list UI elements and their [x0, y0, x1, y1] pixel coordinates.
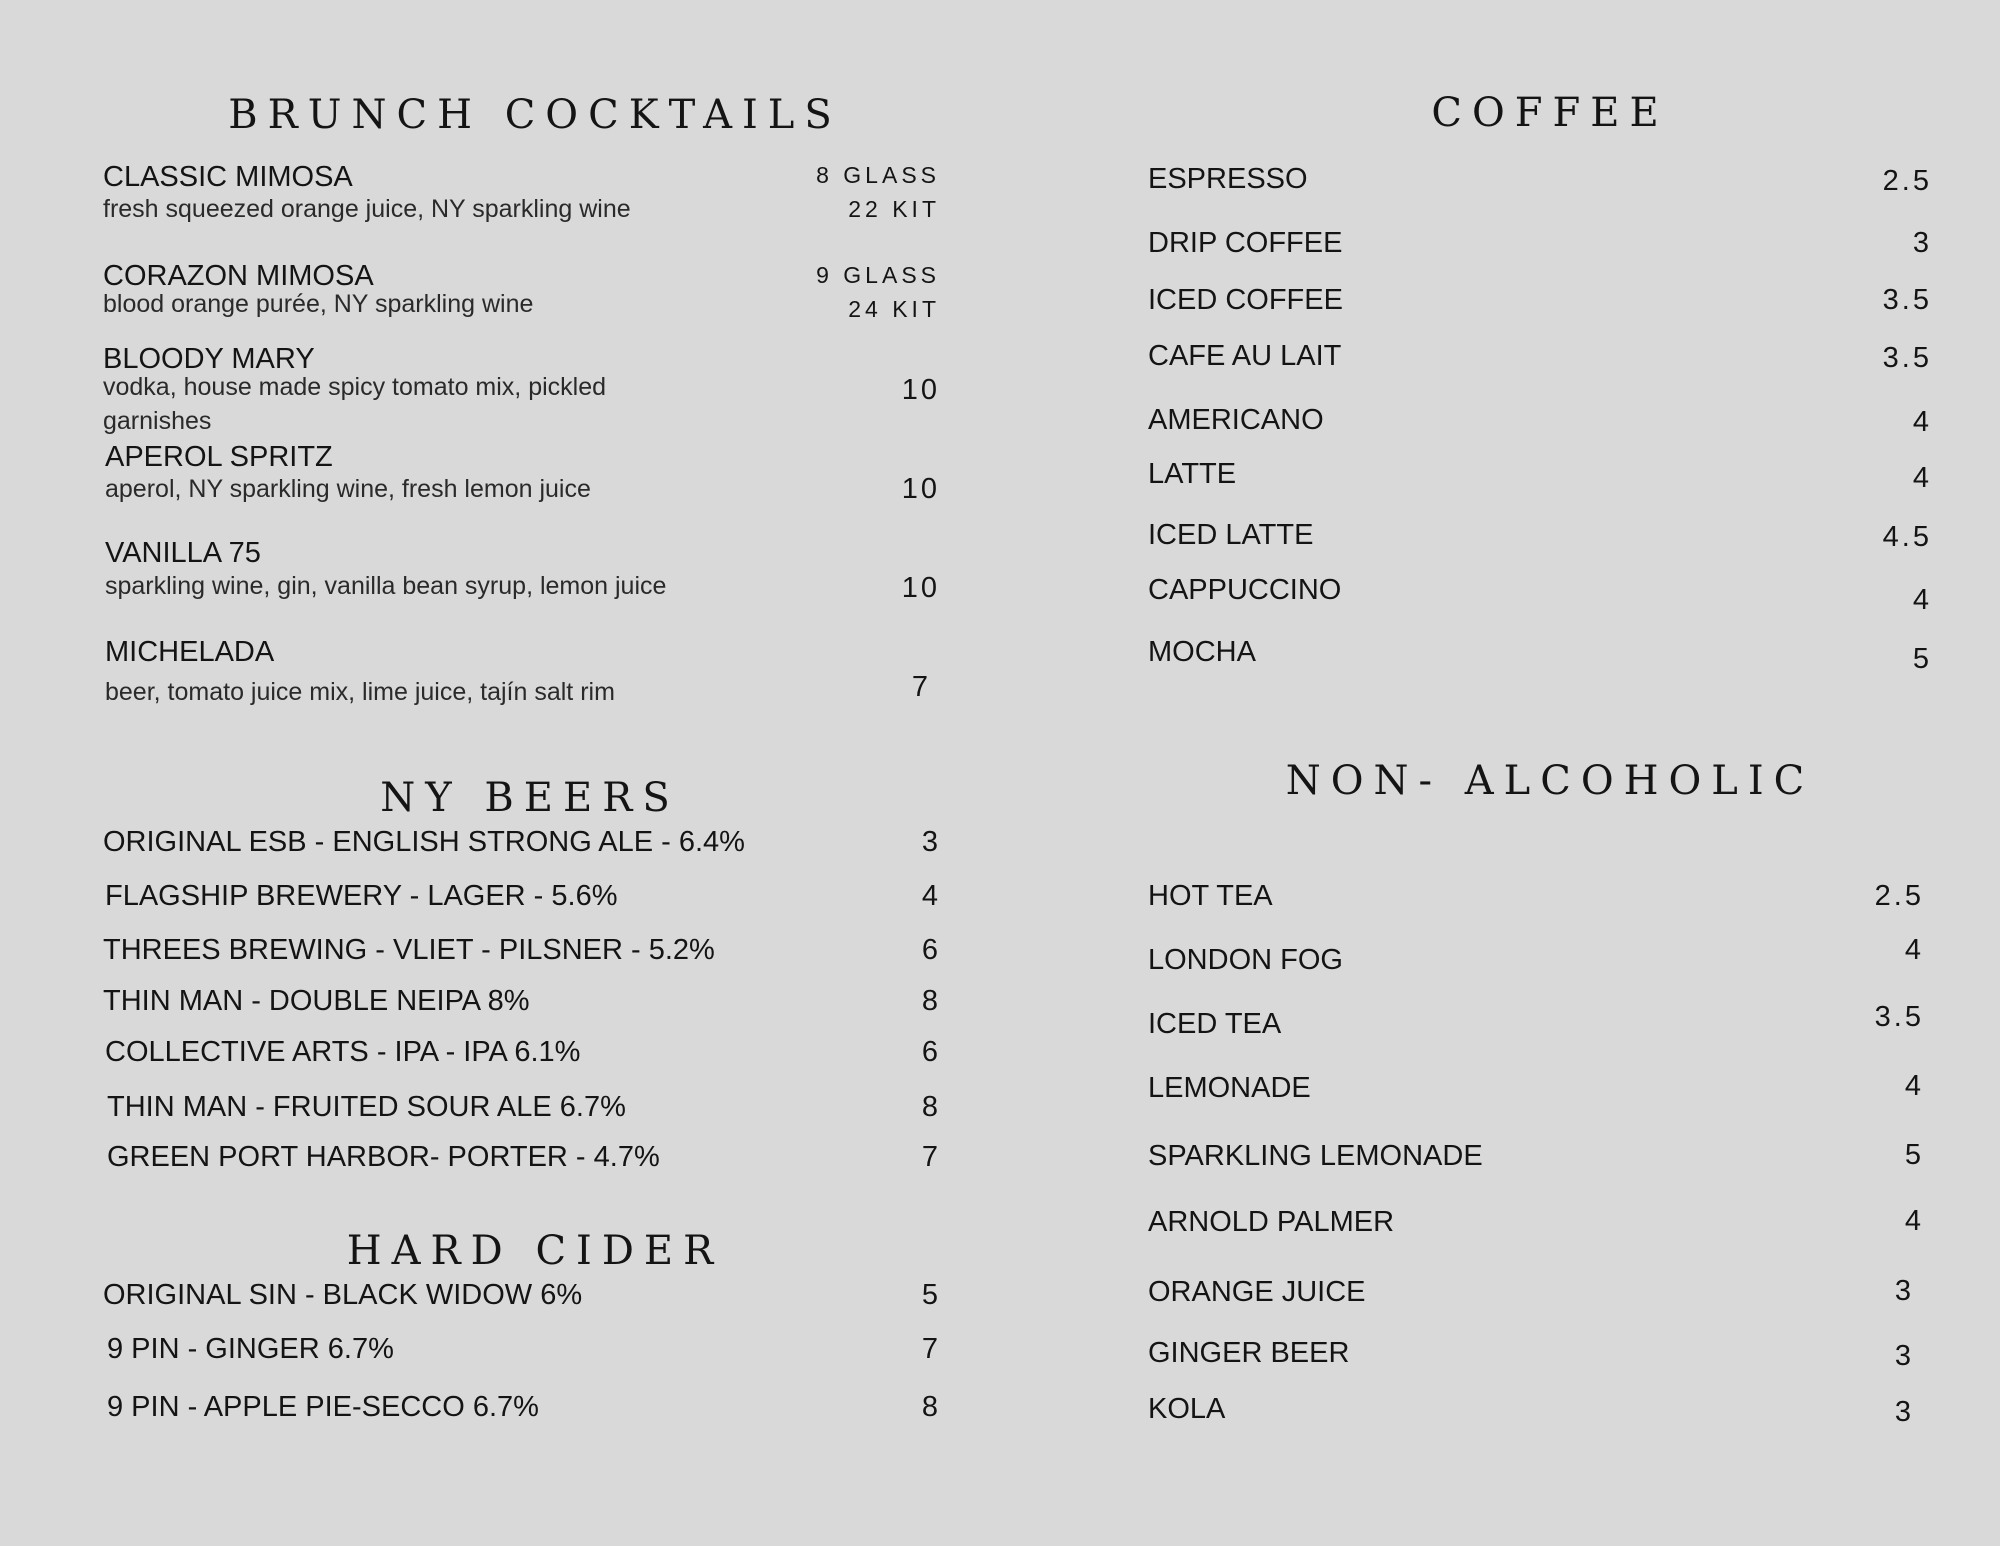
item-name: LATTE: [1148, 458, 1237, 490]
item-description: garnishes: [103, 407, 212, 435]
item-price: 7: [921, 1141, 938, 1173]
item-name: AMERICANO: [1148, 404, 1324, 436]
item-price-kit: 24 KIT: [848, 296, 940, 322]
coffee-heading: COFFEE: [1431, 90, 1669, 136]
item-price: 3: [1912, 227, 1932, 259]
item-name: CLASSIC MIMOSA: [103, 161, 353, 193]
item-price: 7: [911, 671, 928, 703]
item-price: 8: [921, 985, 938, 1017]
item-name: DRIP COFFEE: [1148, 227, 1343, 259]
item-price: 4: [1904, 1205, 1924, 1237]
item-name: ICED COFFEE: [1148, 284, 1343, 316]
item-name: LONDON FOG: [1148, 944, 1343, 976]
item-description: sparkling wine, gin, vanilla bean syrup, lemon juice: [105, 572, 667, 600]
item-name: ICED TEA: [1148, 1008, 1282, 1040]
item-name: HOT TEA: [1148, 880, 1273, 912]
item-price: 2.5: [1882, 165, 1932, 197]
item-price: 3: [1894, 1396, 1914, 1428]
item-price-kit: 22 KIT: [848, 196, 940, 222]
item-price: 4: [1912, 584, 1932, 616]
item-name: ORANGE JUICE: [1148, 1276, 1366, 1308]
item-price: 3.5: [1874, 1001, 1924, 1033]
item-name: ARNOLD PALMER: [1148, 1206, 1395, 1238]
item-name: MOCHA: [1148, 636, 1256, 668]
item-price: 5: [921, 1279, 938, 1311]
item-price: 6: [921, 934, 938, 966]
item-name: CAPPUCCINO: [1148, 574, 1342, 606]
item-price: 8: [921, 1091, 938, 1123]
item-name: THIN MAN - DOUBLE NEIPA 8%: [103, 985, 530, 1017]
item-name: ESPRESSO: [1148, 163, 1308, 195]
item-price: 10: [901, 572, 940, 604]
item-description: beer, tomato juice mix, lime juice, tajín salt rim: [105, 678, 615, 706]
item-name: ORIGINAL ESB - ENGLISH STRONG ALE - 6.4%: [103, 826, 745, 858]
item-price: 4: [1912, 462, 1932, 494]
non-alcoholic-heading: NON- ALCOHOLIC: [1285, 758, 1815, 804]
item-name: MICHELADA: [105, 636, 275, 668]
brunch-cocktails-heading: BRUNCH COCKTAILS: [228, 92, 842, 138]
item-price-glass: 9 GLASS: [816, 262, 940, 288]
item-price: 4: [1904, 1070, 1924, 1102]
item-name: GINGER BEER: [1148, 1337, 1350, 1369]
item-price: 3.5: [1882, 284, 1932, 316]
item-price: 5: [1912, 643, 1932, 675]
item-name: CORAZON MIMOSA: [103, 260, 374, 292]
item-price-glass: 8 GLASS: [816, 162, 940, 188]
item-price: 4: [1912, 406, 1932, 438]
item-name: THIN MAN - FRUITED SOUR ALE 6.7%: [107, 1091, 626, 1123]
item-name: SPARKLING LEMONADE: [1148, 1140, 1483, 1172]
item-name: GREEN PORT HARBOR- PORTER - 4.7%: [107, 1141, 660, 1173]
item-name: 9 PIN - APPLE PIE-SECCO 6.7%: [107, 1391, 539, 1423]
item-name: COLLECTIVE ARTS - IPA - IPA 6.1%: [105, 1036, 581, 1068]
item-price: 4.5: [1882, 521, 1932, 553]
item-price: 2.5: [1874, 880, 1924, 912]
item-description: aperol, NY sparkling wine, fresh lemon juice: [105, 475, 591, 503]
item-description: blood orange purée, NY sparkling wine: [103, 290, 534, 318]
ny-beers-heading: NY BEERS: [380, 775, 680, 821]
item-name: THREES BREWING - VLIET - PILSNER - 5.2%: [103, 934, 715, 966]
item-name: APEROL SPRITZ: [105, 441, 333, 473]
item-price: 10: [901, 473, 940, 505]
item-price: 3: [921, 826, 938, 858]
item-description: vodka, house made spicy tomato mix, pickled: [103, 373, 607, 401]
item-name: ICED LATTE: [1148, 519, 1314, 551]
item-price: 6: [921, 1036, 938, 1068]
item-price: 8: [921, 1391, 938, 1423]
item-price: 3.5: [1882, 342, 1932, 374]
item-name: LEMONADE: [1148, 1072, 1311, 1104]
item-name: BLOODY MARY: [103, 343, 315, 375]
item-name: VANILLA 75: [105, 537, 261, 569]
item-name: 9 PIN - GINGER 6.7%: [107, 1333, 394, 1365]
item-name: ORIGINAL SIN - BLACK WIDOW 6%: [103, 1279, 583, 1311]
hard-cider-heading: HARD CIDER: [346, 1228, 724, 1274]
item-price: 7: [921, 1333, 938, 1365]
item-price: 4: [1904, 934, 1924, 966]
item-price: 4: [921, 880, 938, 912]
item-description: fresh squeezed orange juice, NY sparkling wine: [103, 195, 631, 223]
item-price: 5: [1904, 1139, 1924, 1171]
item-price: 10: [901, 374, 940, 406]
item-name: CAFE AU LAIT: [1148, 340, 1342, 372]
item-name: FLAGSHIP BREWERY - LAGER - 5.6%: [105, 880, 618, 912]
item-name: KOLA: [1148, 1393, 1226, 1425]
item-price: 3: [1894, 1275, 1914, 1307]
item-price: 3: [1894, 1340, 1914, 1372]
